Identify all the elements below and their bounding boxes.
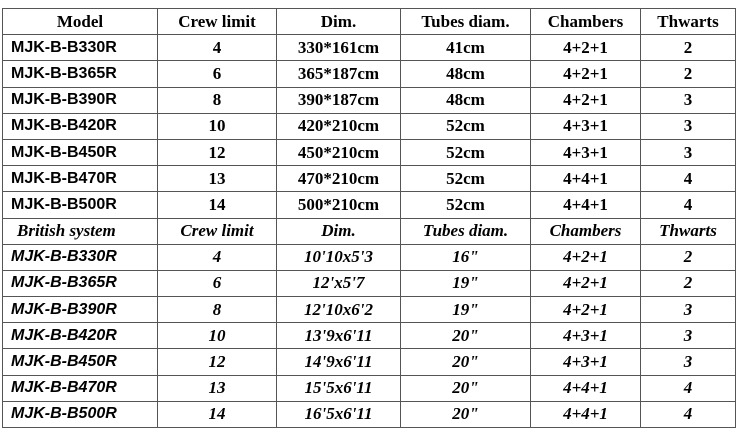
chambers-cell: 4+3+1 (531, 323, 641, 349)
thwarts-cell: 4 (641, 192, 736, 218)
crew-limit-cell: 10 (158, 113, 277, 139)
dim-cell: 14'9x6'11 (277, 349, 401, 375)
crew-limit-cell: 4 (158, 35, 277, 61)
british-table-row (3, 270, 736, 296)
model-cell: MJK-B-B365R (3, 270, 158, 296)
model-cell: MJK-B-B450R (3, 349, 158, 375)
header-model: Model (3, 9, 158, 35)
metric-table-row (3, 139, 736, 165)
header-british-system: British system (3, 218, 158, 244)
dim-cell: 500*210cm (277, 192, 401, 218)
thwarts-cell: 3 (641, 87, 736, 113)
dim-cell: 365*187cm (277, 61, 401, 87)
tubes-diam-cell: 19" (401, 270, 531, 296)
british-table-row (3, 323, 736, 349)
chambers-cell: 4+2+1 (531, 270, 641, 296)
dim-cell: 12'10x6'2 (277, 297, 401, 323)
dim-cell: 15'5x6'11 (277, 375, 401, 401)
crew-limit-cell: 14 (158, 192, 277, 218)
chambers-cell: 4+4+1 (531, 166, 641, 192)
header-crew-limit: Crew limit (158, 9, 277, 35)
spec-table-body (3, 9, 736, 428)
thwarts-cell: 2 (641, 61, 736, 87)
chambers-cell: 4+4+1 (531, 375, 641, 401)
thwarts-cell: 3 (641, 297, 736, 323)
header-chambers: Chambers (531, 9, 641, 35)
header-chambers: Chambers (531, 218, 641, 244)
thwarts-cell: 3 (641, 323, 736, 349)
chambers-cell: 4+2+1 (531, 244, 641, 270)
chambers-cell: 4+4+1 (531, 401, 641, 427)
crew-limit-cell: 14 (158, 401, 277, 427)
dim-cell: 330*161cm (277, 35, 401, 61)
british-table-row (3, 349, 736, 375)
chambers-cell: 4+3+1 (531, 349, 641, 375)
thwarts-cell: 4 (641, 401, 736, 427)
thwarts-cell: 4 (641, 166, 736, 192)
metric-table-row (3, 192, 736, 218)
tubes-diam-cell: 19" (401, 297, 531, 323)
crew-limit-cell: 12 (158, 139, 277, 165)
thwarts-cell: 2 (641, 244, 736, 270)
model-cell: MJK-B-B500R (3, 401, 158, 427)
dim-cell: 10'10x5'3 (277, 244, 401, 270)
tubes-diam-cell: 20" (401, 323, 531, 349)
tubes-diam-cell: 52cm (401, 113, 531, 139)
dim-cell: 470*210cm (277, 166, 401, 192)
tubes-diam-cell: 52cm (401, 139, 531, 165)
metric-header-row (3, 9, 736, 35)
header-thwarts: Thwarts (641, 218, 736, 244)
tubes-diam-cell: 20" (401, 349, 531, 375)
model-cell: MJK-B-B390R (3, 87, 158, 113)
header-tubes-diam: Tubes diam. (401, 9, 531, 35)
model-cell: MJK-B-B450R (3, 139, 158, 165)
metric-table-row (3, 35, 736, 61)
metric-table-row (3, 61, 736, 87)
thwarts-cell: 4 (641, 375, 736, 401)
model-cell: MJK-B-B330R (3, 35, 158, 61)
dim-cell: 390*187cm (277, 87, 401, 113)
crew-limit-cell: 13 (158, 375, 277, 401)
chambers-cell: 4+2+1 (531, 297, 641, 323)
header-dim: Dim. (277, 218, 401, 244)
dim-cell: 420*210cm (277, 113, 401, 139)
tubes-diam-cell: 20" (401, 375, 531, 401)
model-cell: MJK-B-B420R (3, 323, 158, 349)
tubes-diam-cell: 48cm (401, 61, 531, 87)
tubes-diam-cell: 20" (401, 401, 531, 427)
model-cell: MJK-B-B365R (3, 61, 158, 87)
crew-limit-cell: 6 (158, 270, 277, 296)
dim-cell: 450*210cm (277, 139, 401, 165)
header-thwarts: Thwarts (641, 9, 736, 35)
metric-table-row (3, 166, 736, 192)
dim-cell: 16'5x6'11 (277, 401, 401, 427)
model-cell: MJK-B-B420R (3, 113, 158, 139)
chambers-cell: 4+2+1 (531, 35, 641, 61)
metric-table-row (3, 87, 736, 113)
dim-cell: 12'x5'7 (277, 270, 401, 296)
metric-table-row (3, 113, 736, 139)
crew-limit-cell: 13 (158, 166, 277, 192)
tubes-diam-cell: 52cm (401, 192, 531, 218)
chambers-cell: 4+2+1 (531, 61, 641, 87)
british-header-row (3, 218, 736, 244)
chambers-cell: 4+4+1 (531, 192, 641, 218)
british-table-row (3, 401, 736, 427)
chambers-cell: 4+3+1 (531, 113, 641, 139)
model-cell: MJK-B-B390R (3, 297, 158, 323)
tubes-diam-cell: 16" (401, 244, 531, 270)
chambers-cell: 4+2+1 (531, 87, 641, 113)
thwarts-cell: 2 (641, 270, 736, 296)
crew-limit-cell: 8 (158, 297, 277, 323)
thwarts-cell: 3 (641, 139, 736, 165)
crew-limit-cell: 4 (158, 244, 277, 270)
tubes-diam-cell: 41cm (401, 35, 531, 61)
thwarts-cell: 3 (641, 113, 736, 139)
spec-table (2, 8, 736, 428)
british-table-row (3, 375, 736, 401)
british-table-row (3, 244, 736, 270)
chambers-cell: 4+3+1 (531, 139, 641, 165)
tubes-diam-cell: 48cm (401, 87, 531, 113)
tubes-diam-cell: 52cm (401, 166, 531, 192)
model-cell: MJK-B-B470R (3, 375, 158, 401)
crew-limit-cell: 6 (158, 61, 277, 87)
header-crew-limit: Crew limit (158, 218, 277, 244)
thwarts-cell: 3 (641, 349, 736, 375)
model-cell: MJK-B-B470R (3, 166, 158, 192)
model-cell: MJK-B-B500R (3, 192, 158, 218)
crew-limit-cell: 10 (158, 323, 277, 349)
dim-cell: 13'9x6'11 (277, 323, 401, 349)
header-tubes-diam: Tubes diam. (401, 218, 531, 244)
crew-limit-cell: 12 (158, 349, 277, 375)
crew-limit-cell: 8 (158, 87, 277, 113)
model-cell: MJK-B-B330R (3, 244, 158, 270)
thwarts-cell: 2 (641, 35, 736, 61)
british-table-row (3, 297, 736, 323)
header-dim: Dim. (277, 9, 401, 35)
